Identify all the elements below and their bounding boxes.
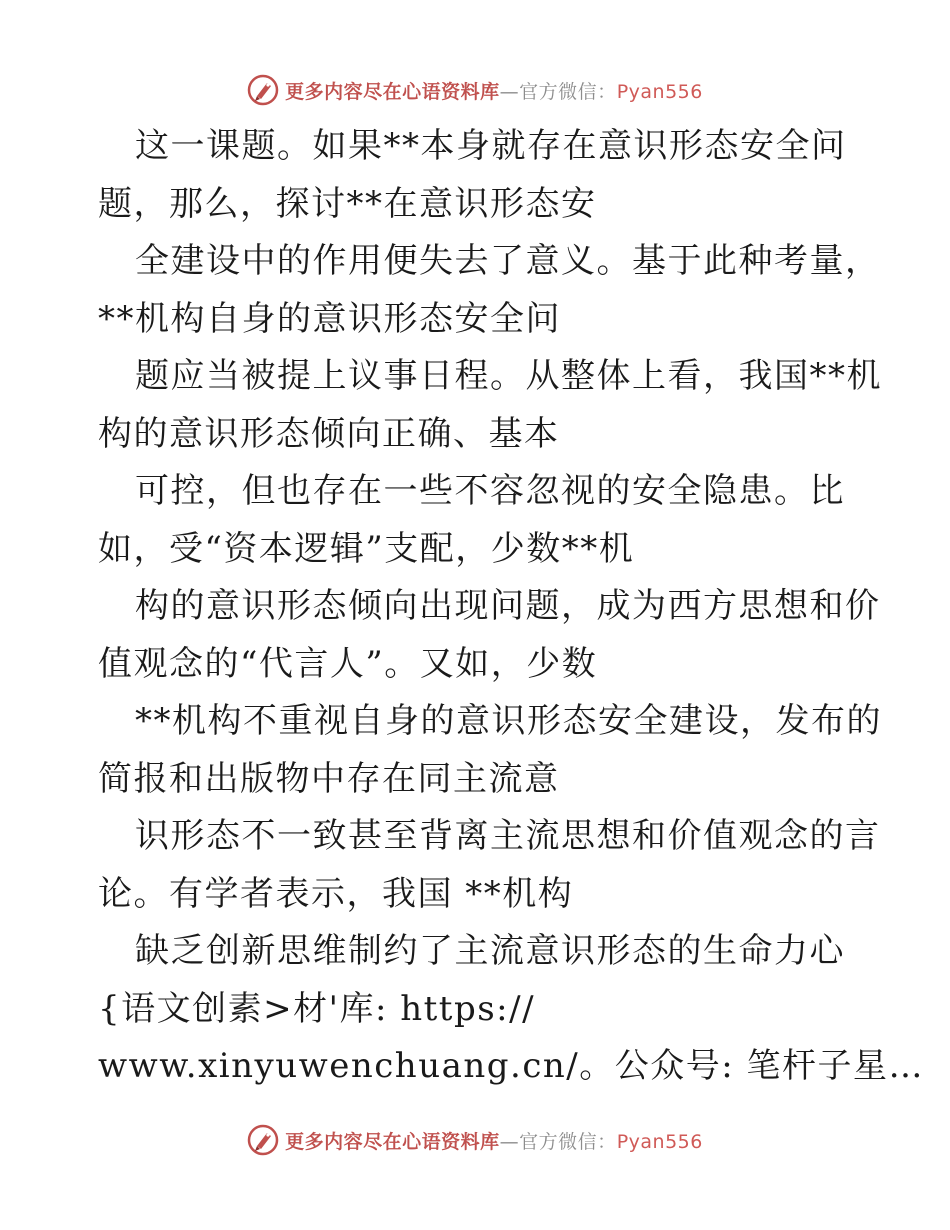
text-line: **机构自身的意识形态安全问 bbox=[98, 298, 561, 339]
text-line: 全建设中的作用便失去了意义。基于此种考量， bbox=[135, 241, 881, 281]
footer-banner bbox=[0, 1120, 950, 1160]
text-line: 题，那么，探讨**在意识形态安 bbox=[98, 183, 597, 224]
text-line: 这一课题。如果**本身就存在意识形态安全问 bbox=[135, 126, 847, 166]
banner-wechat-label: 官方微信： bbox=[519, 1130, 617, 1153]
text-line: 构的意识形态倾向正确、基本 bbox=[98, 413, 560, 454]
pen-nib-logo-icon bbox=[247, 1124, 279, 1156]
text-line: 可控，但也存在一些不容忽视的安全隐患。比 bbox=[135, 471, 845, 511]
text-line: 缺乏创新思维制约了主流意识形态的生命力心 bbox=[135, 931, 845, 971]
text-line: 简报和出版物中存在同主流意 bbox=[98, 758, 560, 799]
banner-separator: — bbox=[499, 80, 520, 103]
text-line: 题应当被提上议事日程。从整体上看，我国**机 bbox=[135, 356, 882, 396]
banner-separator: — bbox=[499, 1130, 520, 1153]
pen-nib-logo-icon bbox=[247, 74, 279, 106]
text-line: **机构不重视自身的意识形态安全建设，发布的 bbox=[135, 701, 882, 741]
text-line: www.xinyuwenchuang.cn/。公众号: 笔杆子星… bbox=[98, 1046, 924, 1086]
header-banner bbox=[0, 70, 950, 110]
document-body bbox=[98, 118, 924, 1096]
text-line: 论。有学者表示，我国 **机构 bbox=[98, 873, 574, 914]
banner-site-text: 更多内容尽在心语资料库 bbox=[285, 1130, 500, 1153]
text-line: 如，受“资本逻辑”支配，少数**机 bbox=[98, 528, 635, 569]
text-line: 构的意识形态倾向出现问题，成为西方思想和价 bbox=[135, 586, 881, 626]
banner-wechat-id: Pyan556 bbox=[616, 1130, 703, 1153]
banner-text bbox=[285, 1127, 703, 1154]
text-line: 识形态不一致甚至背离主流思想和价值观念的言 bbox=[135, 816, 881, 856]
banner-site-text: 更多内容尽在心语资料库 bbox=[285, 80, 500, 103]
banner-wechat-id: Pyan556 bbox=[616, 80, 703, 103]
banner-text bbox=[285, 77, 703, 104]
banner-wechat-label: 官方微信： bbox=[519, 80, 617, 103]
text-line: {语文创素>材'库: https:// bbox=[98, 988, 536, 1029]
text-line: 值观念的“代言人”。又如，少数 bbox=[98, 643, 598, 684]
